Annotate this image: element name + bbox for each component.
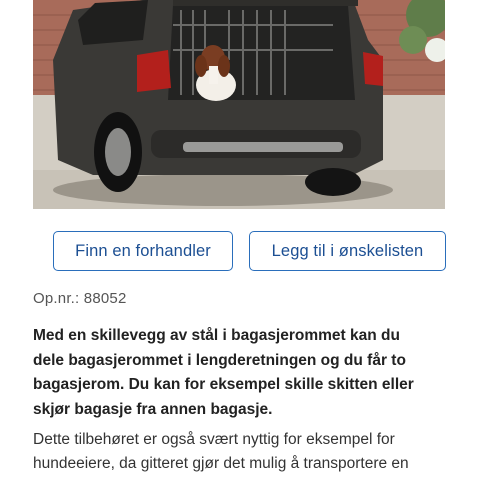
car-with-dog-illustration (33, 0, 445, 209)
body-line: hundeeiere, da gitteret gjør det mulig å transportere en (33, 455, 409, 472)
product-image (33, 0, 445, 209)
description-body (33, 428, 473, 476)
add-to-wishlist-label: Legg til i ønskelisten (271, 241, 424, 260)
part-number: Op.nr.: 88052 (33, 290, 127, 307)
lead-line: skjør bagasje fra annen bagasje. (33, 400, 273, 418)
find-dealer-label: Finn en forhandler (75, 241, 211, 260)
lead-line: bagasjerom. Du kan for eksempel skille skitten eller (33, 376, 414, 393)
lead-line: Med en skillevegg av stål i bagasjerommet kan du (33, 327, 400, 344)
lead-line: dele bagasjerommet i lengderetningen og du får to (33, 351, 406, 369)
body-line: Dette tilbehøret er også svært nyttig for eksempel for (33, 431, 395, 448)
description-lead (33, 324, 463, 422)
add-to-wishlist-button[interactable] (249, 231, 446, 271)
find-dealer-button[interactable] (53, 231, 233, 271)
